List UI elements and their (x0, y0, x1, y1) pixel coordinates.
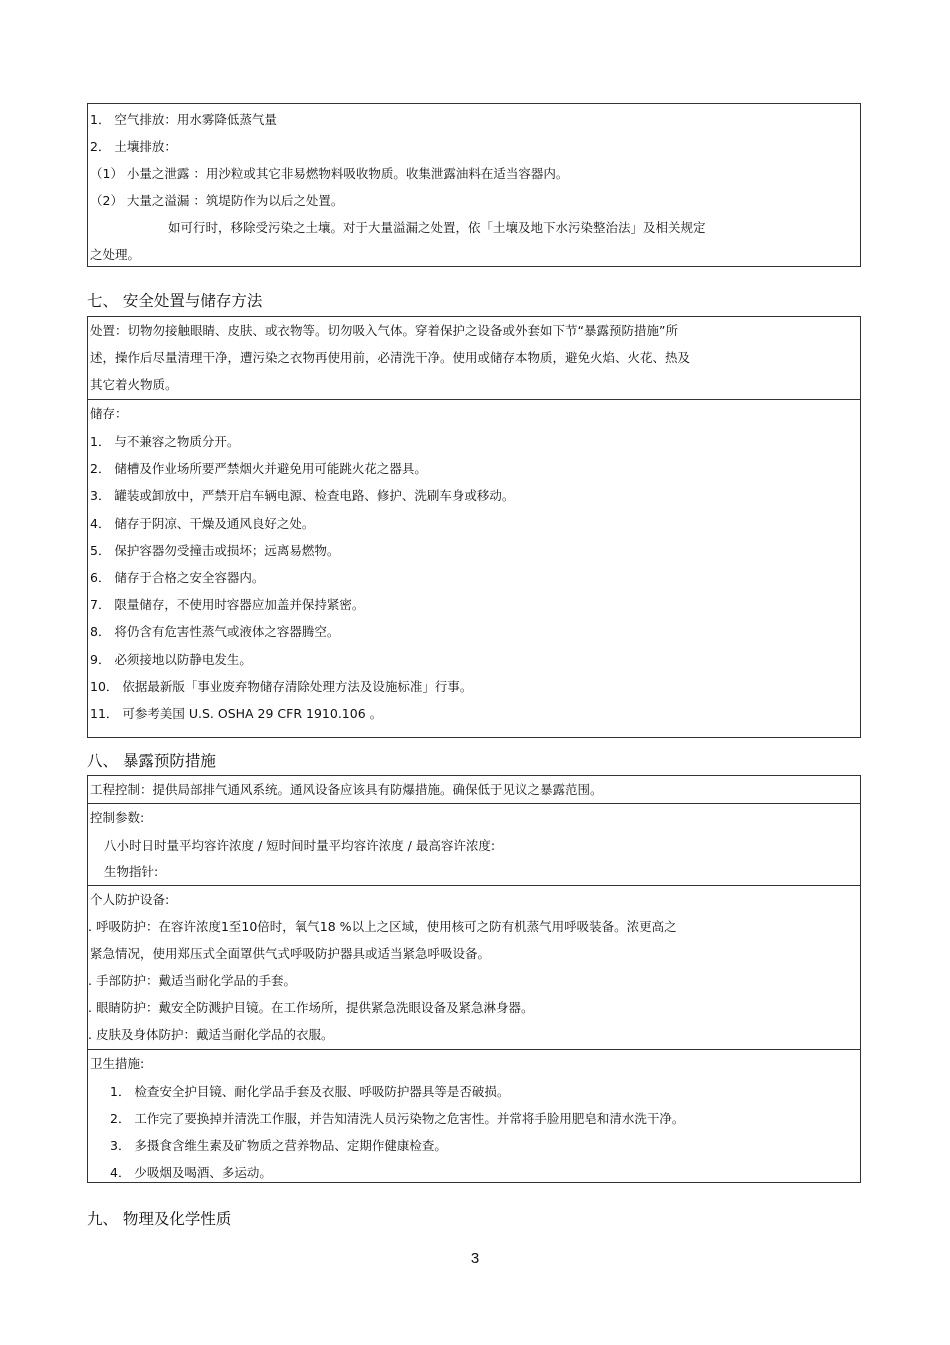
storage-item: 4． 储存于阴凉、干燥及通风良好之处。 (90, 516, 315, 531)
storage-cell (88, 399, 860, 738)
spill-line: （1） 小量之泄露 ：用沙粒或其它非易燃物料吸收物质。收集泄露油料在适当容器内。 (90, 166, 569, 181)
storage-item: 7． 限量储存，不使用时容器应加盖并保持紧密。 (90, 597, 365, 612)
hygiene-title: 卫生措施: (90, 1056, 145, 1071)
section-7-heading: 七、 安全处置与储存方法 (87, 292, 263, 310)
engineering-control: 工程控制：提供局部排气通风系统。通风设备应该具有防爆措施。确保低于见议之暴露范围。 (90, 782, 603, 797)
spill-line: （2） 大量之溢漏 ：筑堤防作为以后之处置。 (90, 193, 344, 208)
storage-item: 10． 依据最新版「事业废弃物储存清除处理方法及设施标准」行事。 (90, 679, 473, 694)
ppe-item: . 呼吸防护：在容许浓度1至10倍时，氧气18 %以上之区域，使用核可之防有机蒸气用呼吸装备。浓更高之 (88, 919, 677, 934)
handling-storage-box (87, 316, 861, 738)
storage-item: 1． 与不兼容之物质分开。 (90, 434, 240, 449)
control-parameters-cell (88, 803, 860, 885)
storage-title: 储存： (90, 406, 128, 421)
storage-item: 11． 可参考美国 U.S. OSHA 29 CFR 1910.106 。 (90, 706, 383, 721)
storage-item: 2． 储槽及作业场所要严禁烟火并避免用可能跳火花之器具。 (90, 461, 427, 476)
spill-line: 如可行时，移除受污染之土壤。对于大量溢漏之处置，依「土壤及地下水污染整治法」及相关规定 (168, 220, 706, 235)
engineering-cell (88, 776, 860, 803)
hygiene-cell (88, 1049, 860, 1184)
handling-cell (88, 317, 860, 399)
storage-item: 5． 保护容器勿受撞击或损坏；远离易燃物。 (90, 543, 340, 558)
storage-item: 9． 必须接地以防静电发生。 (90, 652, 252, 667)
ppe-cell (88, 885, 860, 1049)
hygiene-item: 4． 少吸烟及喝酒、多运动。 (110, 1165, 272, 1180)
handling-line: 述，操作后尽量清理干净，遭污染之衣物再使用前，必清洗干净。使用或储存本物质，避免火焰、火花、热及 (90, 350, 691, 365)
storage-item: 8． 将仍含有危害性蒸气或液体之容器腾空。 (90, 624, 340, 639)
ppe-item: . 眼睛防护：戴安全防溅护目镜。在工作场所，提供紧急洗眼设备及紧急淋身器。 (88, 1000, 534, 1015)
hygiene-item: 3． 多摄食含维生素及矿物质之营养物品、定期作健康检查。 (110, 1138, 447, 1153)
biological-index: 生物指针: (104, 864, 159, 879)
ppe-item: . 皮肤及身体防护：戴适当耐化学品的衣服。 (88, 1027, 334, 1042)
storage-item: 6． 储存于合格之安全容器内。 (90, 570, 265, 585)
ppe-title: 个人防护设备: (90, 892, 170, 907)
hygiene-item: 1． 检查安全护目镜、耐化学品手套及衣服、呼吸防护器具等是否破损。 (110, 1084, 510, 1099)
ppe-item: 紧急情况，使用郑压式全面罩供气式呼吸防护器具或适当紧急呼吸设备。 (90, 946, 491, 961)
spill-line: 之处理。 (90, 247, 141, 262)
spill-line: 2． 土壤排放： (90, 139, 177, 154)
handling-line: 处置：切物勿接触眼睛、皮肤、或衣物等。切勿吸入气体。穿着保护之设备或外套如下节“暴露预防措施”所 (90, 323, 678, 338)
spill-handling-box (87, 103, 861, 267)
control-limits: 八小时日时量平均容许浓度 / 短时间时量平均容许浓度 / 最高容许浓度: (104, 838, 496, 853)
ppe-item: . 手部防护：戴适当耐化学品的手套。 (88, 973, 296, 988)
hygiene-item: 2． 工作完了要换掉并清洗工作服，并告知清洗人员污染物之危害性。并常将手脸用肥皂和清水洗干净。 (110, 1111, 685, 1126)
section-9-heading: 九、 物理及化学性质 (87, 1210, 232, 1228)
page-number: 3 (470, 1250, 480, 1267)
control-title: 控制参数: (90, 810, 145, 825)
storage-item: 3． 罐装或卸放中，严禁开启车辆电源、检查电路、修护、洗刷车身或移动。 (90, 488, 515, 503)
handling-line: 其它着火物质。 (90, 377, 178, 392)
exposure-control-box (87, 775, 861, 1183)
section-8-heading: 八、 暴露预防措施 (87, 752, 216, 770)
spill-line: 1． 空气排放：用水雾降低蒸气量 (90, 112, 277, 127)
